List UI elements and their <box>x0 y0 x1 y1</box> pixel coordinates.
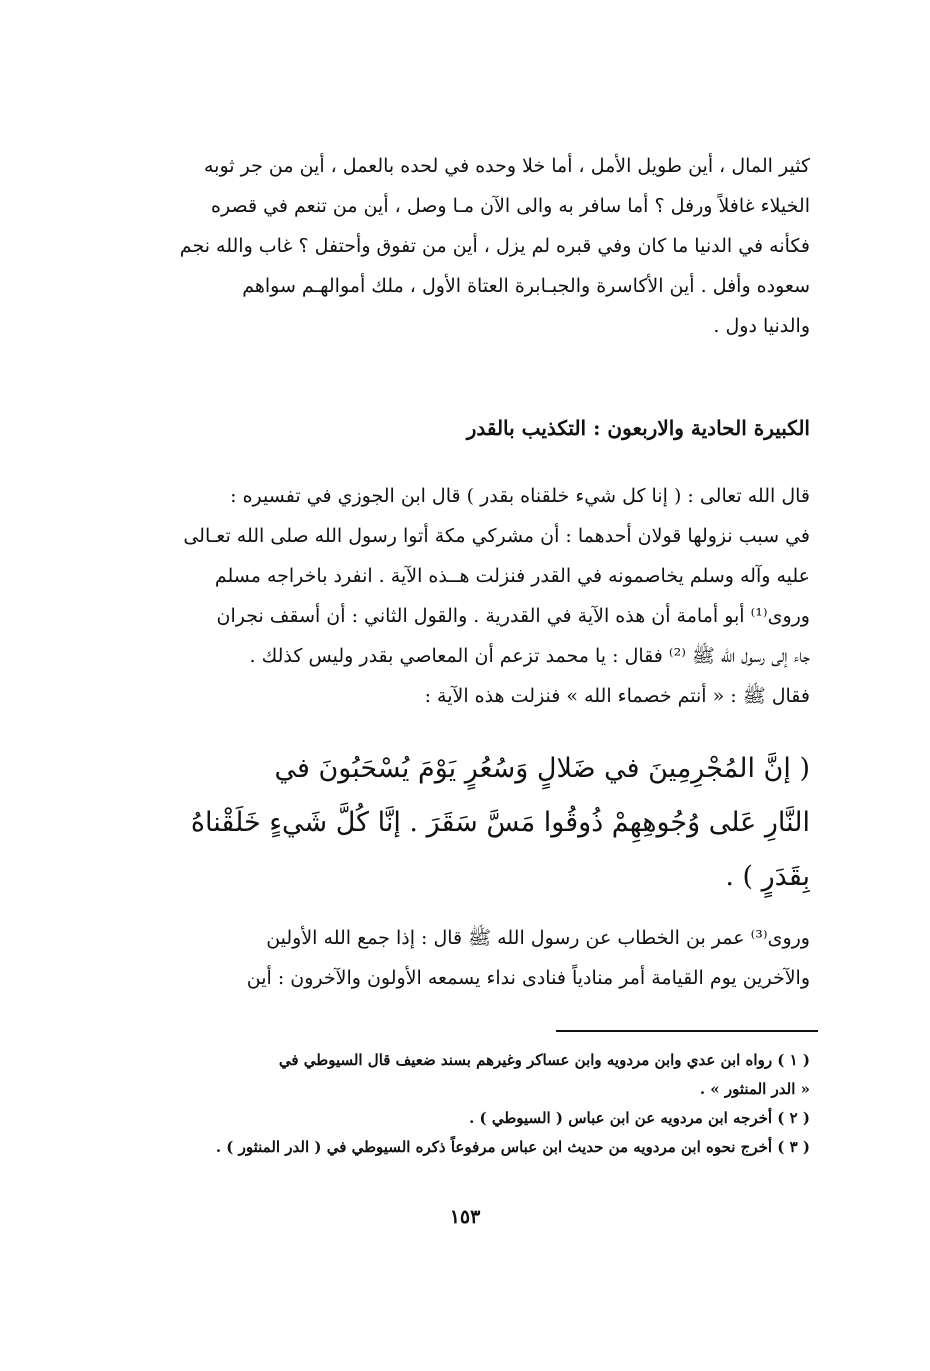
text-line: كثير المال ، أين طويل الأمل ، أما خلا وحده في لحده بالعمل ، أين من جر ثوبه <box>204 155 810 177</box>
text-line: سعوده وأفل . أين الأكاسرة والجبـابرة العتاة الأول ، ملك أموالهـم سواهم <box>242 275 810 297</box>
section-heading: الكبيرة الحادية والاربعون : التكذيب بالقدر <box>466 416 810 440</box>
text-line: فكأنه في الدنيا ما كان وفي قبره لم يزل ، أين من تفوق وأحتفل ؟ غاب والله نجم <box>179 235 810 257</box>
footnote-line: ( ٣ ) أخرج نحوه ابن مردويه من حديث ابن عباس مرفوعاً ذكره السيوطي في ( الدر المنثور ) . <box>215 1138 810 1156</box>
paragraph-1 <box>160 146 810 346</box>
text-line: جاء إلى رسول الله ﷺ ⁽²⁾ فقال : يا محمد تزعم أن المعاصي بقدر وليس كذلك . <box>249 645 810 667</box>
text-line: الخيلاء غافلاً ورفل ؟ أما سافر به والى الآن مـا وصل ، أين من تنعم في قصره <box>211 195 810 217</box>
footnotes <box>160 1046 810 1162</box>
verse-line: بِقَدَرٍ ) . <box>725 861 810 892</box>
text-line: في سبب نزولها قولان أحدهما : أن مشركي مكة أتوا رسول الله صلى الله تعـالى <box>183 525 810 547</box>
footnote-line: « الدر المنثور » . <box>699 1080 810 1098</box>
page-number: ١٥٣ <box>449 1206 481 1228</box>
text-line: عليه وآله وسلم يخاصمونه في القدر فنزلت هــذه الآية . انفرد باخراجه مسلم <box>214 565 810 587</box>
paragraph-3 <box>160 918 810 998</box>
text-line: وروى⁽³⁾ عمر بن الخطاب عن رسول الله ﷺ قال : إذا جمع الله الأولين <box>266 927 810 949</box>
footnote-line: ( ٢ ) أخرجه ابن مردويه عن ابن عباس ( السيوطي ) . <box>469 1109 810 1127</box>
text-line: والدنيا دول . <box>713 315 810 337</box>
paragraph-2 <box>160 476 810 716</box>
footnote-divider <box>556 1030 818 1032</box>
text-line: وروى⁽¹⁾ أبو أمامة أن هذه الآية في القدرية . والقول الثاني : أن أسقف نجران <box>216 605 810 627</box>
text-line: والآخرين يوم القيامة أمر منادياً فنادى نداء يسمعه الأولون والآخرون : أين <box>246 967 810 989</box>
footnote-line: ( ١ ) رواه ابن عدي وابن مردويه وابن عساكر وغيرهم بسند ضعيف قال السيوطي في <box>278 1051 810 1069</box>
text-line: قال الله تعالى : ( إنا كل شيء خلقناه بقدر ) قال ابن الجوزي في تفسيره : <box>230 485 810 507</box>
text-line: فقال ﷺ : « أنتم خصماء الله » فنزلت هذه الآية : <box>424 685 810 707</box>
verse-line: النَّارِ عَلى وُجُوهِهِمْ ذُوقُوا مَسَّ سَقَرَ . إنَّا كُلَّ شَيءٍ خَلَقْناهُ <box>190 807 810 838</box>
quran-verse <box>160 742 810 904</box>
verse-line: ( إنَّ المُجْرِمِينَ في ضَلالٍ وَسُعُرٍ يَوْمَ يُسْحَبُونَ في <box>274 753 810 784</box>
